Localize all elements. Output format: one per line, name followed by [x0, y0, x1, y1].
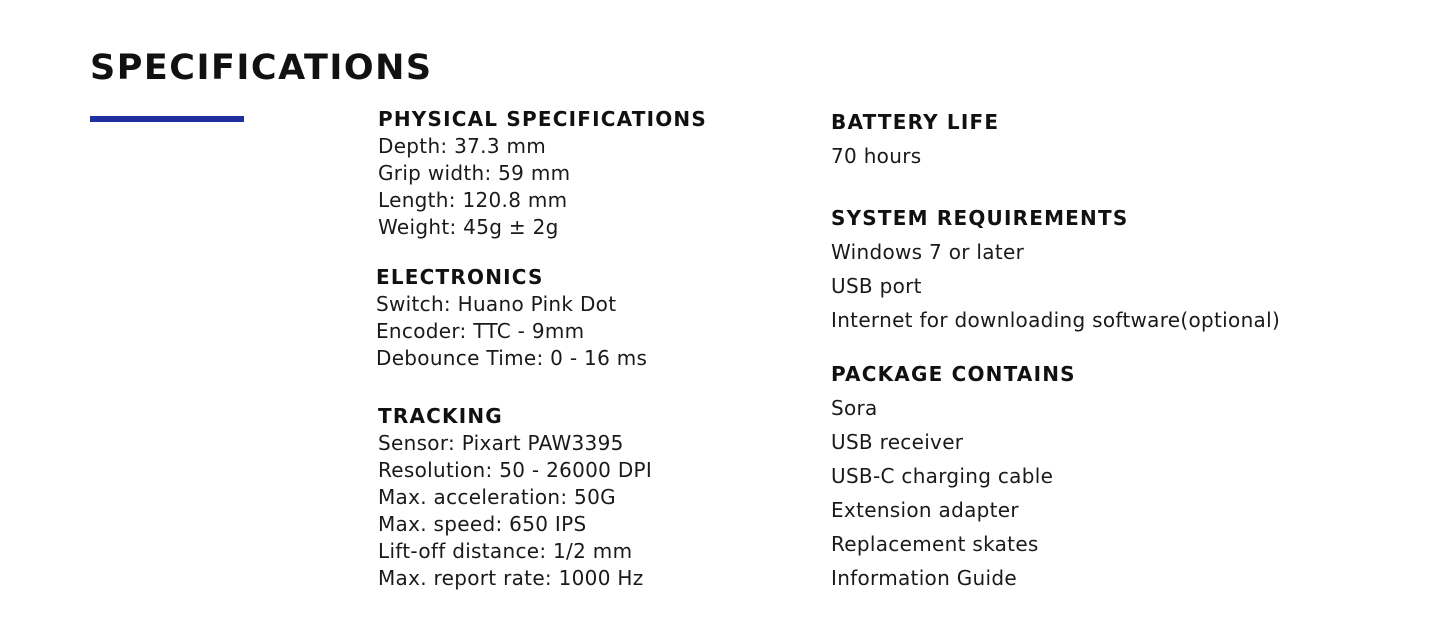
spec-item-max-report-rate: Max. report rate: 1000 Hz — [378, 566, 644, 590]
section-heading: PACKAGE CONTAINS — [831, 362, 1076, 386]
section-heading: BATTERY LIFE — [831, 110, 1000, 134]
electronics-section — [376, 264, 647, 372]
tracking-section — [378, 403, 652, 592]
spec-item-grip-width: Grip width: 59 mm — [378, 161, 571, 185]
spec-item-weight: Weight: 45g ± 2g — [378, 215, 559, 239]
spec-list — [378, 430, 652, 592]
spec-item-resolution: Resolution: 50 - 26000 DPI — [378, 458, 653, 482]
package-item-information-guide: Information Guide — [831, 566, 1017, 590]
section-heading: SYSTEM REQUIREMENTS — [831, 206, 1129, 230]
spec-item-max-acceleration: Max. acceleration: 50G — [378, 485, 616, 509]
spec-item-encoder: Encoder: TTC - 9mm — [376, 319, 585, 343]
spec-list — [831, 139, 999, 173]
battery-life-section — [831, 105, 999, 173]
physical-specifications-section — [378, 106, 707, 241]
spec-list — [831, 235, 1280, 337]
package-item-usb-c-cable: USB-C charging cable — [831, 464, 1054, 488]
package-item-replacement-skates: Replacement skates — [831, 532, 1039, 556]
spec-item-debounce-time: Debounce Time: 0 - 16 ms — [376, 346, 648, 370]
package-contains-section — [831, 357, 1076, 595]
spec-item-max-speed: Max. speed: 650 IPS — [378, 512, 587, 536]
spec-item-length: Length: 120.8 mm — [378, 188, 568, 212]
section-heading: ELECTRONICS — [376, 265, 544, 289]
package-item-usb-receiver: USB receiver — [831, 430, 964, 454]
page-title: SPECIFICATIONS — [90, 48, 433, 88]
spec-list — [831, 391, 1076, 595]
spec-item-lift-off-distance: Lift-off distance: 1/2 mm — [378, 539, 633, 563]
title-underline — [90, 116, 244, 122]
spec-item-os: Windows 7 or later — [831, 240, 1025, 264]
spec-item-depth: Depth: 37.3 mm — [378, 134, 547, 158]
section-heading: TRACKING — [378, 404, 503, 428]
spec-list — [378, 133, 707, 241]
package-item-extension-adapter: Extension adapter — [831, 498, 1019, 522]
section-heading: PHYSICAL SPECIFICATIONS — [378, 107, 707, 131]
spec-list — [376, 291, 647, 372]
package-item-sora: Sora — [831, 396, 878, 420]
spec-item-usb-port: USB port — [831, 274, 922, 298]
spec-item-switch: Switch: Huano Pink Dot — [376, 292, 617, 316]
spec-item-internet: Internet for downloading software(optional) — [831, 308, 1281, 332]
system-requirements-section — [831, 201, 1280, 337]
spec-item-sensor: Sensor: Pixart PAW3395 — [378, 431, 624, 455]
spec-item-battery-hours: 70 hours — [831, 144, 922, 168]
